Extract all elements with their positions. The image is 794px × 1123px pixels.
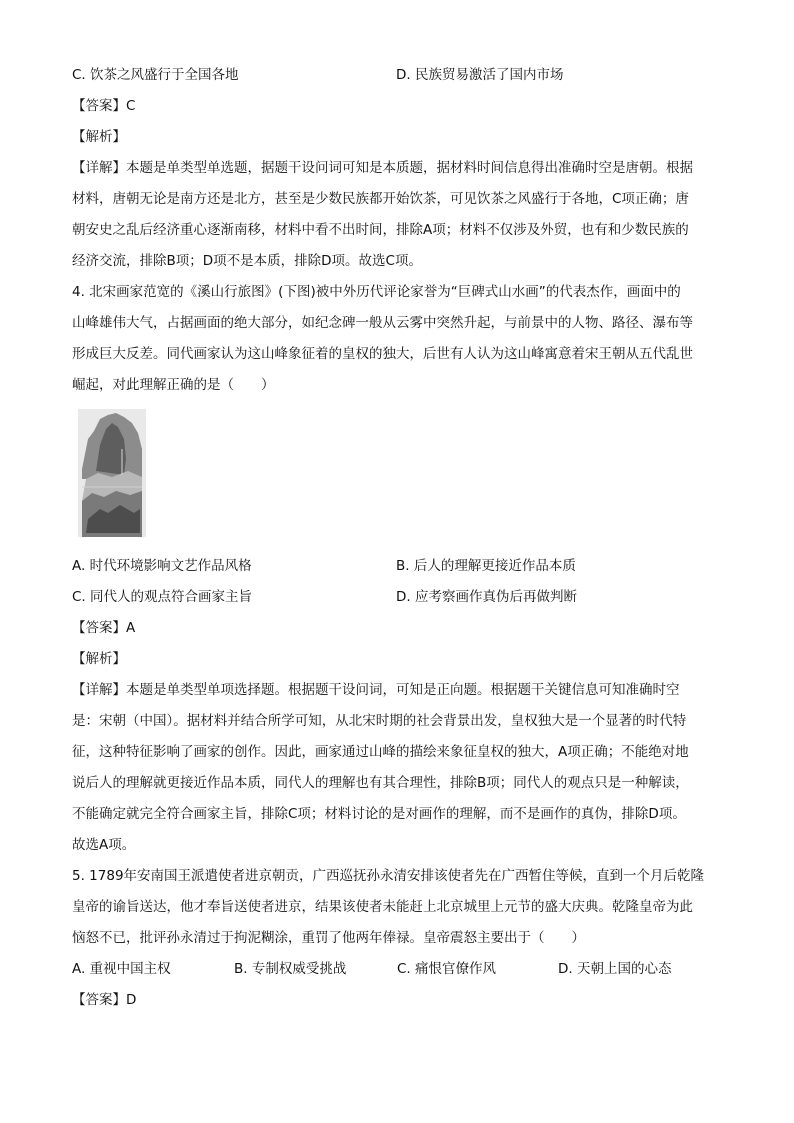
q3-detail-line-4: 经济交流，排除B项；D项不是本质，排除D项。故选C项。 [72,253,422,269]
q5-option-d: D. 天朝上国的心态 [558,961,672,977]
answer-label: 【答案】 [72,98,126,114]
q5-stem-line-2: 皇帝的谕旨送达，他才奉旨送使者进京，结果该使者未能赶上北京城里上元节的盛大庆典。乾隆皇帝为此 [72,899,693,915]
detail-label: 【详解】 [72,682,126,698]
q5-option-a: A. 重视中国主权 [72,961,171,977]
q4-stem-line-2: 山峰雄伟大气，占据画面的绝大部分，如纪念碑一般从云雾中突然升起，与前景中的人物、路径、瀑布等 [72,315,693,331]
document-page [72,60,722,1016]
q3-option-d: D. 民族贸易激活了国内市场 [396,67,564,83]
q5-stem-line-3: 恼怒不已，批评孙永清过于拘泥糊涂，重罚了他两年俸禄。皇帝震怒主要出于（ ） [72,930,585,946]
landscape-painting-figure [72,401,722,551]
q5-options [72,954,722,985]
q5-stem-line-1: 5. 1789年安南国王派遣使者进京朝贡，广西巡抚孙永清安排该使者先在广西暂住等候，直到一个月后乾隆 [72,868,705,884]
q4-option-c: C. 同代人的观点符合画家主旨 [72,589,253,605]
q4-analysis-label: 【解析】 [72,651,126,667]
q4-stem-line-1: 4. 北宋画家范宽的《溪山行旅图》(下图)被中外历代评论家誉为“巨碑式山水画”的代表杰作，画面中的 [72,284,681,300]
q4-detail-line-4: 说后人的理解就更接近作品本质，同代人的理解也有其合理性，排除B项；同代人的观点只是一种解读， [72,775,689,791]
detail-label: 【详解】 [72,160,126,176]
answer-label: 【答案】 [72,992,126,1008]
answer-value: D [126,992,137,1008]
q3-answer [72,91,722,122]
q4-option-a: A. 时代环境影响文艺作品风格 [72,558,252,574]
q4-options-ab [72,551,722,582]
q3-detail-line-2: 材料，唐朝无论是南方还是北方，甚至是少数民族都开始饮茶，可见饮茶之风盛行于各地，C项正确；唐 [72,191,689,207]
q5-option-b: B. 专制权威受挑战 [234,961,347,977]
q4-detail-line-3: 征，这种特征影响了画家的创作。因此，画家通过山峰的描绘来象征皇权的独大，A项正确；不能绝对地 [72,744,689,760]
q3-option-c: C. 饮茶之风盛行于全国各地 [72,67,239,83]
q5-option-c: C. 痛恨官僚作风 [397,961,497,977]
q3-detail-line-1 [72,153,722,184]
q4-option-b: B. 后人的理解更接近作品本质 [396,558,576,574]
q5-answer [72,985,722,1016]
q4-detail-line-6: 故选A项。 [72,837,136,853]
q4-stem-line-3: 形成巨大反差。同代画家认为这山峰象征着的皇权的独大，后世有人认为这山峰寓意着宋王朝从五代乱世 [72,346,693,362]
landscape-painting-image [78,409,146,537]
answer-value: C [126,98,136,114]
q3-detail-line-3: 朝安史之乱后经济重心逐渐南移，材料中看不出时间，排除A项；材料不仅涉及外贸，也有和少数民族的 [72,222,689,238]
q4-answer [72,613,722,644]
q4-detail-line-1 [72,675,722,706]
q4-stem-line-4: 崛起，对此理解正确的是（ ） [72,377,275,393]
q4-detail-line-2: 是：宋朝（中国）。据材料并结合所学可知，从北宋时期的社会背景出发，皇权独大是一个显著的时代特 [72,713,687,729]
q4-detail-line-5: 不能确定就完全符合画家主旨，排除C项；材料讨论的是对画作的理解，而不是画作的真伪，排除D项。 [72,806,686,822]
q3-analysis-label: 【解析】 [72,129,126,145]
answer-label: 【答案】 [72,620,126,636]
detail-text: 本题是单类型单项选择题。根据题干设问词，可知是正向题。根据题干关键信息可知准确时空 [126,682,680,698]
detail-text: 本题是单类型单选题，据题干设问词可知是本质题，据材料时间信息得出准确时空是唐朝。根据 [126,160,693,176]
q4-options-cd [72,582,722,613]
q4-option-d: D. 应考察画作真伪后再做判断 [396,589,577,605]
q3-options-cd [72,60,722,91]
answer-value: A [126,620,136,636]
